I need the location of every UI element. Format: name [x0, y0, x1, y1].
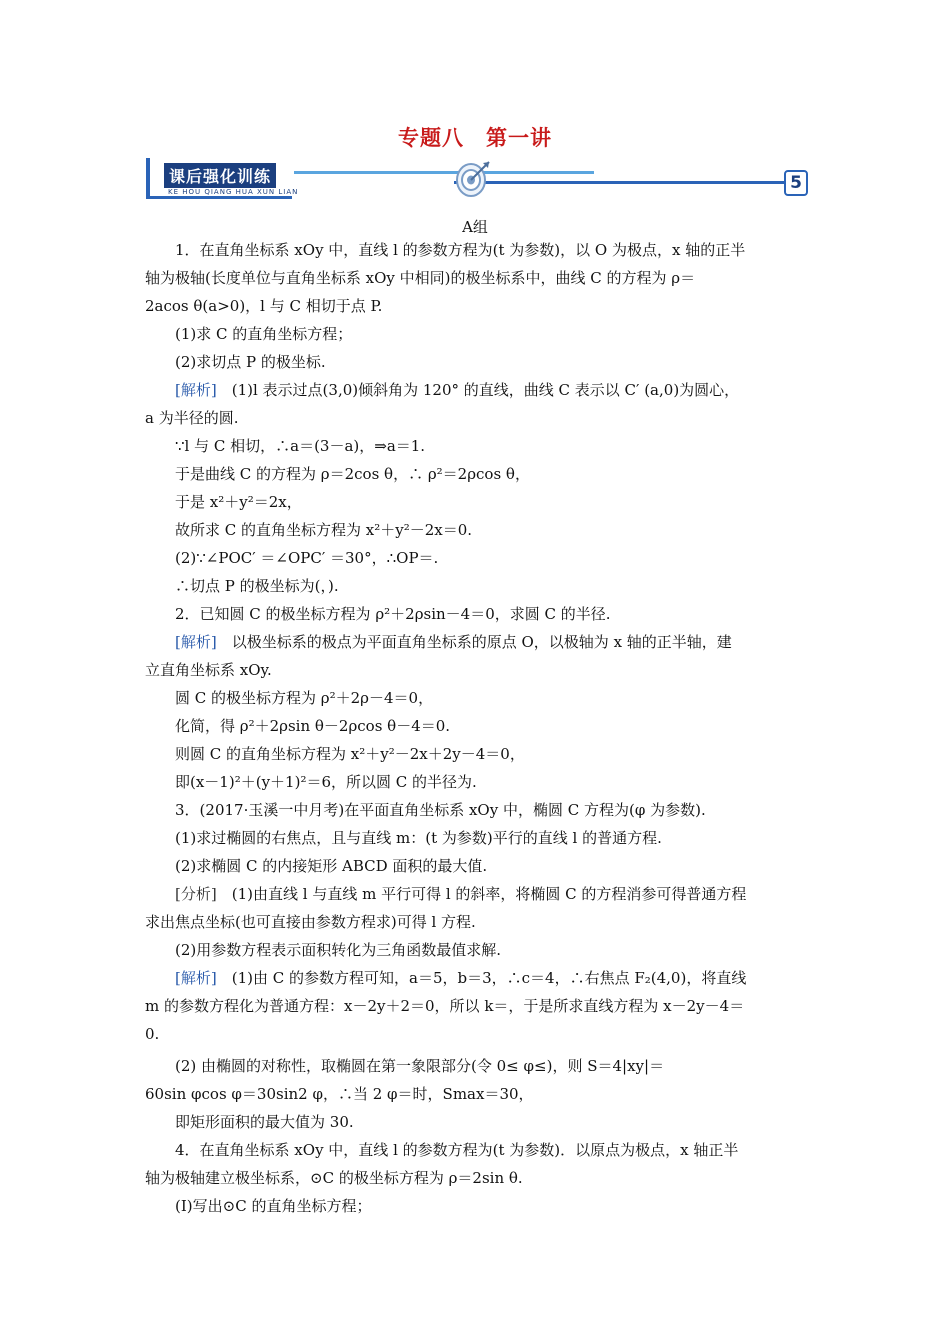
banner-box: [146, 158, 299, 199]
text-line: 轴为极轴建立极坐标系，⊙C 的极坐标方程为 ρ＝2sin θ.: [145, 1169, 523, 1187]
banner-line-upper: [294, 171, 594, 174]
target-icon: [447, 156, 493, 200]
text-line: 化简，得 ρ²＋2ρsin θ－2ρcos θ－4＝0.: [175, 717, 451, 735]
text-line: 故所求 C 的直角坐标方程为 x²＋y²－2x＝0.: [175, 521, 473, 539]
text-line: 4．在直角坐标系 xOy 中，直线 l 的参数方程为(t 为参数)．以原点为极点，x 轴正半: [175, 1141, 739, 1159]
banner-line-lower: [454, 181, 789, 184]
text-line: a 为半径的圆.: [145, 409, 239, 427]
text-line: ∵l 与 C 相切，∴a＝(3－a)，⇒a＝1.: [175, 437, 426, 455]
text-line: 于是 x²＋y²＝2x，: [175, 493, 302, 511]
text-line: 圆 C 的极坐标方程为 ρ²＋2ρ－4＝0，: [175, 689, 434, 707]
text-line: (Ⅰ)写出⊙C 的直角坐标方程；: [175, 1197, 372, 1215]
text-line: (2)求椭圆 C 的内接矩形 ABCD 面积的最大值.: [175, 857, 488, 875]
text-line: 2acos θ(a>0)，l 与 C 相切于点 P.: [145, 297, 383, 315]
analysis-tag: [分析]: [175, 885, 217, 903]
text-line: 2．已知圆 C 的极坐标方程为 ρ²＋2ρsin－4＝0，求圆 C 的半径.: [175, 605, 611, 623]
text-line: 即(x－1)²＋(y＋1)²＝6，所以圆 C 的半径为.: [175, 773, 477, 791]
text-line: (1)求过椭圆的右焦点，且与直线 m：(t 为参数)平行的直线 l 的普通方程.: [175, 829, 662, 847]
text-line: 0.: [145, 1025, 160, 1043]
section-banner: [144, 156, 810, 202]
group-heading: A组: [462, 218, 488, 236]
text-line: 60sin φcos φ＝30sin2 φ，∴当 2 φ＝时，Smax＝30，: [145, 1085, 534, 1103]
text-line: 则圆 C 的直角坐标方程为 x²＋y²－2x＋2y－4＝0，: [175, 745, 525, 763]
analysis-tag: [解析]: [175, 969, 217, 987]
banner-pinyin: KE HOU QIANG HUA XUN LIAN: [168, 188, 299, 196]
text-line: (2)求切点 P 的极坐标.: [175, 353, 326, 371]
text-line: (1)求 C 的直角坐标方程；: [175, 325, 353, 343]
banner-title: 课后强化训练: [164, 163, 276, 188]
text-line: 1．在直角坐标系 xOy 中，直线 l 的参数方程为(t 为参数)，以 O 为极点，x 轴的正半: [175, 241, 746, 259]
text-line: (2)∵∠POC′ ＝∠OPC′ ＝30°，∴OP＝.: [175, 549, 439, 567]
text-line: [分析] (1)由直线 l 与直线 m 平行可得 l 的斜率，将椭圆 C 的方程消参可得普通方程: [175, 885, 747, 903]
text-line: [解析] (1)l 表示过点(3,0)倾斜角为 120° 的直线，曲线 C 表示以 C′ (a,0)为圆心，: [175, 381, 740, 399]
text-line: 求出焦点坐标(也可直接由参数方程求)可得 l 方程.: [145, 913, 476, 931]
text-line: [解析] 以极坐标系的极点为平面直角坐标系的原点 O，以极轴为 x 轴的正半轴，建: [175, 633, 732, 651]
analysis-tag: [解析]: [175, 381, 217, 399]
text-line: (2)用参数方程表示面积转化为三角函数最值求解.: [175, 941, 502, 959]
lesson-number-badge: 5: [784, 170, 808, 196]
text-line: 3．(2017·玉溪一中月考)在平面直角坐标系 xOy 中，椭圆 C 方程为(φ 为参数).: [175, 801, 706, 819]
text-line: 即矩形面积的最大值为 30.: [175, 1113, 354, 1131]
text-line: m 的参数方程化为普通方程：x－2y＋2＝0，所以 k＝，于是所求直线方程为 x－2y－4＝: [145, 997, 745, 1015]
analysis-tag: [解析]: [175, 633, 217, 651]
text-line: 轴为极轴(长度单位与直角坐标系 xOy 中相同)的极坐标系中，曲线 C 的方程为 ρ＝: [145, 269, 696, 287]
text-line: 于是曲线 C 的方程为 ρ＝2cos θ，∴ ρ²＝2ρcos θ，: [175, 465, 530, 483]
text-line: 立直角坐标系 xOy.: [145, 661, 272, 679]
text-line: [解析] (1)由 C 的参数方程可知，a＝5，b＝3，∴c＝4，∴右焦点 F₂(4,0)，将直线: [175, 969, 747, 987]
document-body: [145, 236, 810, 1220]
text-line: (2) 由椭圆的对称性，取椭圆在第一象限部分(令 0≤ φ≤)，则 S＝4|xy|＝: [175, 1057, 665, 1075]
page-title: 专题八 第一讲: [398, 126, 552, 150]
text-line: ∴切点 P 的极坐标为(，).: [175, 577, 339, 595]
